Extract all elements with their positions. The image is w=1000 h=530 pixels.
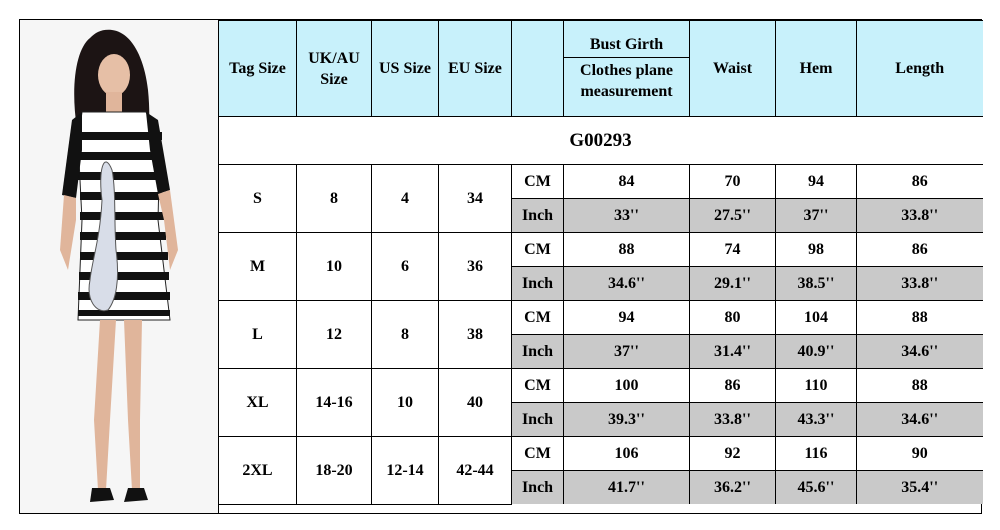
length-cell: 33.8'' xyxy=(857,199,983,233)
bust-cell: 84 xyxy=(564,165,690,199)
product-code-title: G00293 xyxy=(219,117,983,165)
model-photo xyxy=(20,20,219,513)
table-row xyxy=(219,233,983,267)
hem-cell: 43.3'' xyxy=(776,403,857,437)
length-cell: 88 xyxy=(857,301,983,335)
waist-cell: 29.1'' xyxy=(690,267,776,301)
unit-cell: Inch xyxy=(512,335,564,369)
uk-size-cell: 8 xyxy=(297,165,372,233)
bust-cell: 41.7'' xyxy=(564,471,690,505)
bust-cell: 37'' xyxy=(564,335,690,369)
tag-size-cell: 2XL xyxy=(219,437,297,505)
unit-cell: CM xyxy=(512,369,564,403)
header-bust-girth-label: Bust Girth xyxy=(564,33,689,58)
uk-size-cell: 12 xyxy=(297,301,372,369)
header-bust-sub-label: Clothes plane measurement xyxy=(580,62,673,100)
header-length: Length xyxy=(857,21,983,117)
waist-cell: 80 xyxy=(690,301,776,335)
us-size-cell: 12-14 xyxy=(372,437,439,505)
length-cell: 86 xyxy=(857,165,983,199)
bust-cell: 106 xyxy=(564,437,690,471)
bust-cell: 100 xyxy=(564,369,690,403)
header-waist: Waist xyxy=(690,21,776,117)
unit-cell: Inch xyxy=(512,267,564,301)
waist-cell: 86 xyxy=(690,369,776,403)
unit-cell: Inch xyxy=(512,199,564,233)
waist-cell: 31.4'' xyxy=(690,335,776,369)
unit-cell: CM xyxy=(512,165,564,199)
uk-size-cell: 14-16 xyxy=(297,369,372,437)
tag-size-cell: XL xyxy=(219,369,297,437)
unit-cell: CM xyxy=(512,437,564,471)
tag-size-cell: M xyxy=(219,233,297,301)
hem-cell: 116 xyxy=(776,437,857,471)
table-row xyxy=(219,369,983,403)
waist-cell: 27.5'' xyxy=(690,199,776,233)
header-tag-size: Tag Size xyxy=(219,21,297,117)
uk-size-cell: 10 xyxy=(297,233,372,301)
header-eu-size: EU Size xyxy=(439,21,512,117)
size-chart-frame xyxy=(19,19,982,514)
waist-cell: 74 xyxy=(690,233,776,267)
us-size-cell: 10 xyxy=(372,369,439,437)
bust-cell: 94 xyxy=(564,301,690,335)
uk-size-cell: 18-20 xyxy=(297,437,372,505)
hem-cell: 94 xyxy=(776,165,857,199)
us-size-cell: 6 xyxy=(372,233,439,301)
bust-cell: 88 xyxy=(564,233,690,267)
header-uk-au-size: UK/AU Size xyxy=(297,21,372,117)
hem-cell: 104 xyxy=(776,301,857,335)
unit-cell: Inch xyxy=(512,471,564,505)
hem-cell: 40.9'' xyxy=(776,335,857,369)
length-cell: 33.8'' xyxy=(857,267,983,301)
unit-cell: CM xyxy=(512,301,564,335)
hem-cell: 98 xyxy=(776,233,857,267)
tag-size-cell: S xyxy=(219,165,297,233)
header-hem: Hem xyxy=(776,21,857,117)
hem-cell: 38.5'' xyxy=(776,267,857,301)
unit-cell: CM xyxy=(512,233,564,267)
length-cell: 34.6'' xyxy=(857,335,983,369)
length-cell: 88 xyxy=(857,369,983,403)
header-unit xyxy=(512,21,564,117)
hem-cell: 110 xyxy=(776,369,857,403)
hem-cell: 37'' xyxy=(776,199,857,233)
unit-cell: Inch xyxy=(512,403,564,437)
length-cell: 86 xyxy=(857,233,983,267)
bust-cell: 33'' xyxy=(564,199,690,233)
table-row xyxy=(219,301,983,335)
eu-size-cell: 38 xyxy=(439,301,512,369)
length-cell: 34.6'' xyxy=(857,403,983,437)
header-us-size: US Size xyxy=(372,21,439,117)
eu-size-cell: 36 xyxy=(439,233,512,301)
size-chart-table xyxy=(218,20,983,505)
bust-cell: 39.3'' xyxy=(564,403,690,437)
waist-cell: 70 xyxy=(690,165,776,199)
table-row xyxy=(219,165,983,199)
length-cell: 35.4'' xyxy=(857,471,983,505)
us-size-cell: 8 xyxy=(372,301,439,369)
waist-cell: 33.8'' xyxy=(690,403,776,437)
table-row xyxy=(219,437,983,471)
eu-size-cell: 40 xyxy=(439,369,512,437)
us-size-cell: 4 xyxy=(372,165,439,233)
length-cell: 90 xyxy=(857,437,983,471)
header-bust-girth xyxy=(564,21,690,117)
eu-size-cell: 42-44 xyxy=(439,437,512,505)
tag-size-cell: L xyxy=(219,301,297,369)
hem-cell: 45.6'' xyxy=(776,471,857,505)
bust-cell: 34.6'' xyxy=(564,267,690,301)
waist-cell: 36.2'' xyxy=(690,471,776,505)
eu-size-cell: 34 xyxy=(439,165,512,233)
waist-cell: 92 xyxy=(690,437,776,471)
